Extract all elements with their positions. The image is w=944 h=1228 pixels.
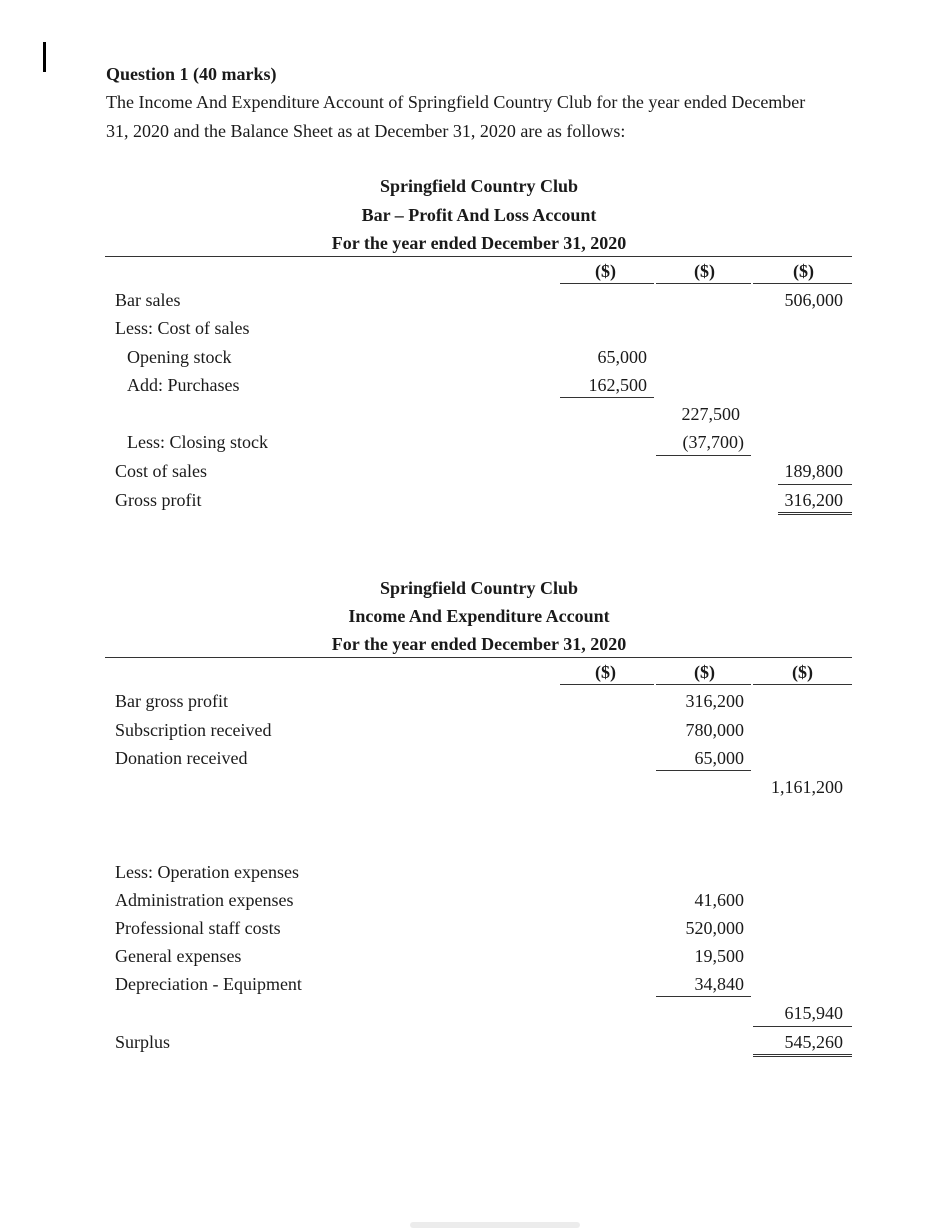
question-intro-line2: 31, 2020 and the Balance Sheet as at December 31, 2020 are as follows: [106,121,626,141]
ie-row-label: Professional staff costs [115,918,281,938]
bar-heading-club: Springfield Country Club [379,176,579,196]
ie-row-label: Donation received [115,748,248,768]
ie-row-label: Surplus [115,1032,171,1052]
bar-heading-period: For the year ended December 31, 2020 [331,233,627,253]
ie-col1-header-underline [560,684,654,685]
question-title: Question 1 (40 marks) [106,64,277,84]
bar-closing-stock-underline [656,455,751,456]
bar-value: 316,200 [784,490,843,510]
bar-col3-header: ($) [793,261,814,281]
page-edge-shadow [410,1222,580,1228]
bar-row-label: Bar sales [115,290,181,310]
bar-col3-header-underline [753,283,852,284]
ie-header-rule [105,657,852,658]
ie-heading-title: Income And Expenditure Account [348,606,610,626]
ie-value: 19,500 [694,946,744,966]
ie-col2-header: ($) [694,662,715,682]
ie-heading-club: Springfield Country Club [379,578,579,598]
ie-value: 615,940 [784,1003,843,1023]
bar-cost-of-sales-underline [778,484,852,485]
bar-col2-header: ($) [694,261,715,281]
ie-col1-header: ($) [595,662,616,682]
bar-value: 162,500 [588,375,647,395]
bar-value: 189,800 [784,461,843,481]
ie-row-label: Less: Operation expenses [115,862,299,882]
ie-expenses-underline [656,996,751,997]
bar-gross-profit-double-underline [778,512,852,515]
ie-row-label: Administration expenses [115,890,294,910]
ie-value: 520,000 [685,918,744,938]
ie-row-label: Subscription received [115,720,272,740]
bar-col1-header-underline [560,283,654,284]
bar-value: 506,000 [784,290,843,310]
bar-row-label: Less: Cost of sales [115,318,250,338]
bar-row-label: Opening stock [127,347,232,367]
ie-value: 780,000 [685,720,744,740]
bar-header-rule [105,256,852,257]
bar-col2-header-underline [656,283,751,284]
bar-value: 65,000 [597,347,647,367]
ie-income-underline [656,770,751,771]
bar-row-label: Less: Closing stock [127,432,269,452]
ie-row-label: Depreciation - Equipment [115,974,302,994]
ie-surplus-double-underline [753,1054,852,1057]
bar-row-label: Add: Purchases [127,375,240,395]
question-intro-line1: The Income And Expenditure Account of Springfield Country Club for the year ended December [106,92,806,112]
ie-value: 316,200 [685,691,744,711]
ie-total-expenses-underline [753,1026,852,1027]
ie-col3-header: ($) [792,662,813,682]
bar-col1-header: ($) [595,261,616,281]
ie-heading-period: For the year ended December 31, 2020 [331,634,627,654]
bar-row-label: Gross profit [115,490,202,510]
ie-value: 545,260 [784,1032,843,1052]
bar-row-label: Cost of sales [115,461,207,481]
ie-value: 41,600 [694,890,744,910]
bar-value: 227,500 [681,404,740,424]
ie-value: 65,000 [694,748,744,768]
ie-col3-header-underline [753,684,852,685]
text-cursor [43,42,46,72]
ie-value: 34,840 [694,974,744,994]
ie-value: 1,161,200 [771,777,843,797]
ie-col2-header-underline [656,684,751,685]
bar-heading-title: Bar – Profit And Loss Account [361,205,597,225]
bar-value: (37,700) [682,432,744,452]
ie-row-label: General expenses [115,946,242,966]
bar-purchases-underline [560,397,654,398]
ie-row-label: Bar gross profit [115,691,228,711]
